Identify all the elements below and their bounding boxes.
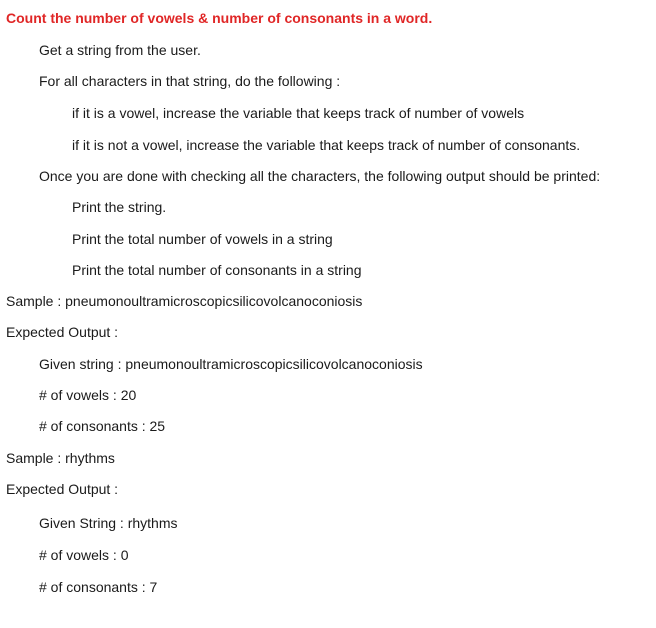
example1-consonant-count: # of consonants : 25 xyxy=(39,418,166,434)
example2-vowel-count: # of vowels : 0 xyxy=(39,547,129,563)
step-print-vowels: Print the total number of vowels in a string xyxy=(72,231,333,247)
example2-expected-label: Expected Output : xyxy=(6,481,119,497)
step-get-string: Get a string from the user. xyxy=(39,42,201,58)
example1-sample: Sample : pneumonoultramicroscopicsilicovolcanoconiosis xyxy=(6,293,363,309)
page-title: Count the number of vowels & number of consonants in a word. xyxy=(6,10,433,26)
step-for-all: For all characters in that string, do the following : xyxy=(39,73,341,89)
step-print-consonants: Print the total number of consonants in a string xyxy=(72,262,362,278)
example1-given-string: Given string : pneumonoultramicroscopicsilicovolcanoconiosis xyxy=(39,356,423,372)
example2-given-string: Given String : rhythms xyxy=(39,515,178,531)
step-if-not-vowel: if it is not a vowel, increase the variable that keeps track of number of consonants. xyxy=(72,137,581,153)
example1-vowel-count: # of vowels : 20 xyxy=(39,387,137,403)
step-once-done: Once you are done with checking all the characters, the following output should be printed: xyxy=(39,168,601,184)
step-if-vowel: if it is a vowel, increase the variable that keeps track of number of vowels xyxy=(72,105,525,121)
step-print-string: Print the string. xyxy=(72,199,167,215)
example2-consonant-count: # of consonants : 7 xyxy=(39,579,158,595)
example1-expected-label: Expected Output : xyxy=(6,324,119,340)
example2-sample: Sample : rhythms xyxy=(6,450,115,466)
